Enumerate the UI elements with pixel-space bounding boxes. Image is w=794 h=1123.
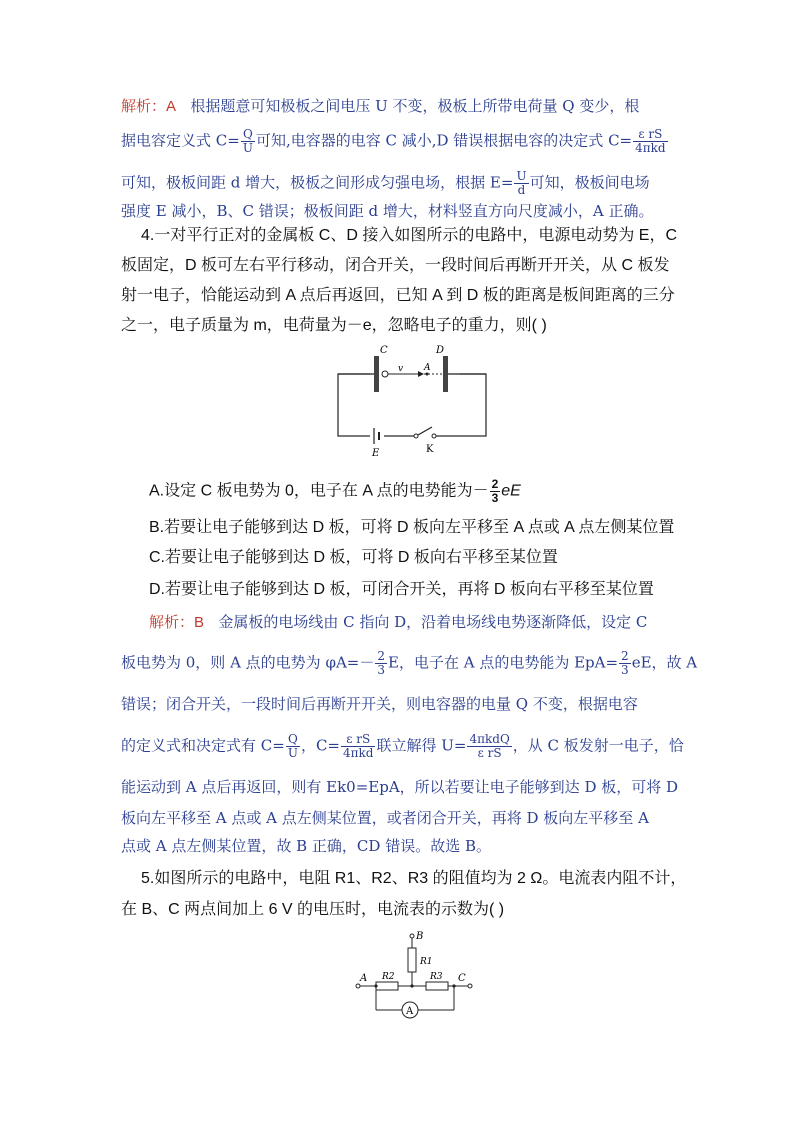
plate-c <box>374 356 379 392</box>
switch-pivot <box>414 434 418 438</box>
fraction: $\frac{2}{3}$ <box>621 649 629 677</box>
q4-option-a[interactable]: A.设定 C 板电势为 0，电子在 A 点的电势能为－ $\frac{2}{3}$ eE <box>149 477 521 505</box>
q4-stem-line4: 之一，电子质量为 m，电荷量为－e，忽略电子的重力，则( ) <box>121 317 547 334</box>
label-e: E <box>372 448 380 458</box>
analysis-1-line3: 可知，极板间距 d 增大，极板之间形成匀强电场，根据 E= $\frac{U}{d}$ 可知，极板间电场 <box>121 169 650 197</box>
analysis-label: 解析： <box>121 98 167 115</box>
fraction: $\frac{2}{3}$ <box>377 649 385 677</box>
analysis-1-line1: 解析：A 根据题意可知极板之间电压 U 不变，极板上所带电荷量 Q 变少，根 <box>121 97 640 115</box>
fraction: $\frac{\text{ε rS}}{\text{4πkd}}$ <box>343 732 374 760</box>
analysis-1-line4: 强度 E 减小，B、C 错误；极板间距 d 增大，材料竖直方向尺度减小，A 正确。 <box>121 202 654 220</box>
q4-stem-line1: 4.一对平行正对的金属板 C、D 接入如图所示的电路中，电源电动势为 E，C <box>141 227 678 244</box>
fraction: $\frac{\text{ε rS}}{\text{4πkd}}$ <box>635 127 666 155</box>
analysis-2-line3: 错误；闭合开关，一段时间后再断开开关，则电容器的电量 Q 不变，根据电容 <box>121 695 638 713</box>
label-d: D <box>436 345 445 356</box>
analysis-2-line5: 能运动到 A 点后再返回，则有 Ek0=EpA，所以若要让电子能够到达 D 板，可将 D <box>121 778 679 796</box>
q5-stem-line1: 5.如图所示的电路中，电阻 R1、R2、R3 的阻值均为 2 Ω。电流表内阻不计， <box>141 870 687 887</box>
analysis-2-line1: 解析：B 金属板的电场线由 C 指向 D，沿着电场线电势逐渐降低，设定 C <box>149 613 648 631</box>
fraction: $\frac{Q}{U}$ <box>287 732 298 760</box>
q4-option-d[interactable]: D.若要让电子能够到达 D 板，可闭合开关，再将 D 板向右平移至某位置 <box>149 581 654 598</box>
plate-d <box>443 356 448 392</box>
terminal-c <box>468 984 472 988</box>
fraction: $\frac{\text{4πkdQ}}{\text{ε rS}}$ <box>469 732 510 760</box>
label-v: v <box>398 364 404 374</box>
q4-stem-line3: 射一电子，恰能运动到 A 点后再返回，已知 A 到 D 板的距离是板间距离的三分 <box>121 287 675 304</box>
resistor-circuit-figure <box>350 926 480 1026</box>
resistor-r3 <box>426 982 448 990</box>
q4-option-b[interactable]: B.若要让电子能够到达 D 板，可将 D 板向左平移至 A 点或 A 点左侧某位置 <box>149 519 675 536</box>
label-a: A <box>360 973 368 984</box>
capacitor-circuit-figure <box>330 340 500 458</box>
label-b: B <box>416 931 424 942</box>
analysis-2-line4: 的定义式和决定式有 C= $\frac{Q}{U}$ ，C= $\frac{\text{ε rS}}{\text{4πkd}}$ 联立解得 U= $\frac{\text{4πkdQ}}{\text{ε rS}}$ ，从 C 板发射一电子，恰 <box>121 732 684 760</box>
ammeter-label: A <box>406 1006 414 1017</box>
resistor-r2 <box>376 982 398 990</box>
fraction: $\frac{U}{d}$ <box>516 169 527 197</box>
label-c: C <box>458 973 466 984</box>
analysis-1-line2: 据电容定义式 C= $\frac{Q}{U}$ 可知,电容器的电容 C 减小,D 错误根据电容的决定式 C= $\frac{\text{ε rS}}{\text{4πkd}}$ <box>121 127 666 155</box>
analysis-2-line7: 点或 A 点左侧某位置，故 B 正确，CD 错误。故选 B。 <box>121 837 491 855</box>
fraction: $\frac{2}{3}$ <box>491 477 499 505</box>
terminal-b <box>410 934 414 938</box>
label-r2: R2 <box>382 972 395 982</box>
label-c: C <box>380 345 388 356</box>
analysis-answer: A <box>166 98 177 115</box>
label-a: A <box>424 363 431 373</box>
terminal-a <box>356 984 360 988</box>
q5-stem-line2: 在 B、C 两点间加上 6 V 的电压时，电流表的示数为( ) <box>121 901 505 918</box>
label-r1: R1 <box>420 957 433 967</box>
resistor-r1 <box>408 948 416 972</box>
analysis-2-line2: 板电势为 0，则 A 点的电势为 φA=－ $\frac{2}{3}$ E，电子在 A 点的电势能为 EpA= $\frac{2}{3}$ eE，故 A <box>121 649 698 677</box>
q4-option-c[interactable]: C.若要让电子能够到达 D 板，可将 D 板向右平移至某位置 <box>149 549 558 566</box>
q4-stem-line2: 板固定，D 板可左右平行移动，闭合开关，一段时间后再断开开关，从 C 板发 <box>121 257 670 274</box>
electron <box>382 371 388 377</box>
label-k: K <box>426 444 434 455</box>
fraction: $\frac{Q}{U}$ <box>242 127 253 155</box>
analysis-2-line6: 板向左平移至 A 点或 A 点左侧某位置，或者闭合开关，再将 D 板向左平移至 A <box>121 809 649 827</box>
label-r3: R3 <box>430 972 443 982</box>
